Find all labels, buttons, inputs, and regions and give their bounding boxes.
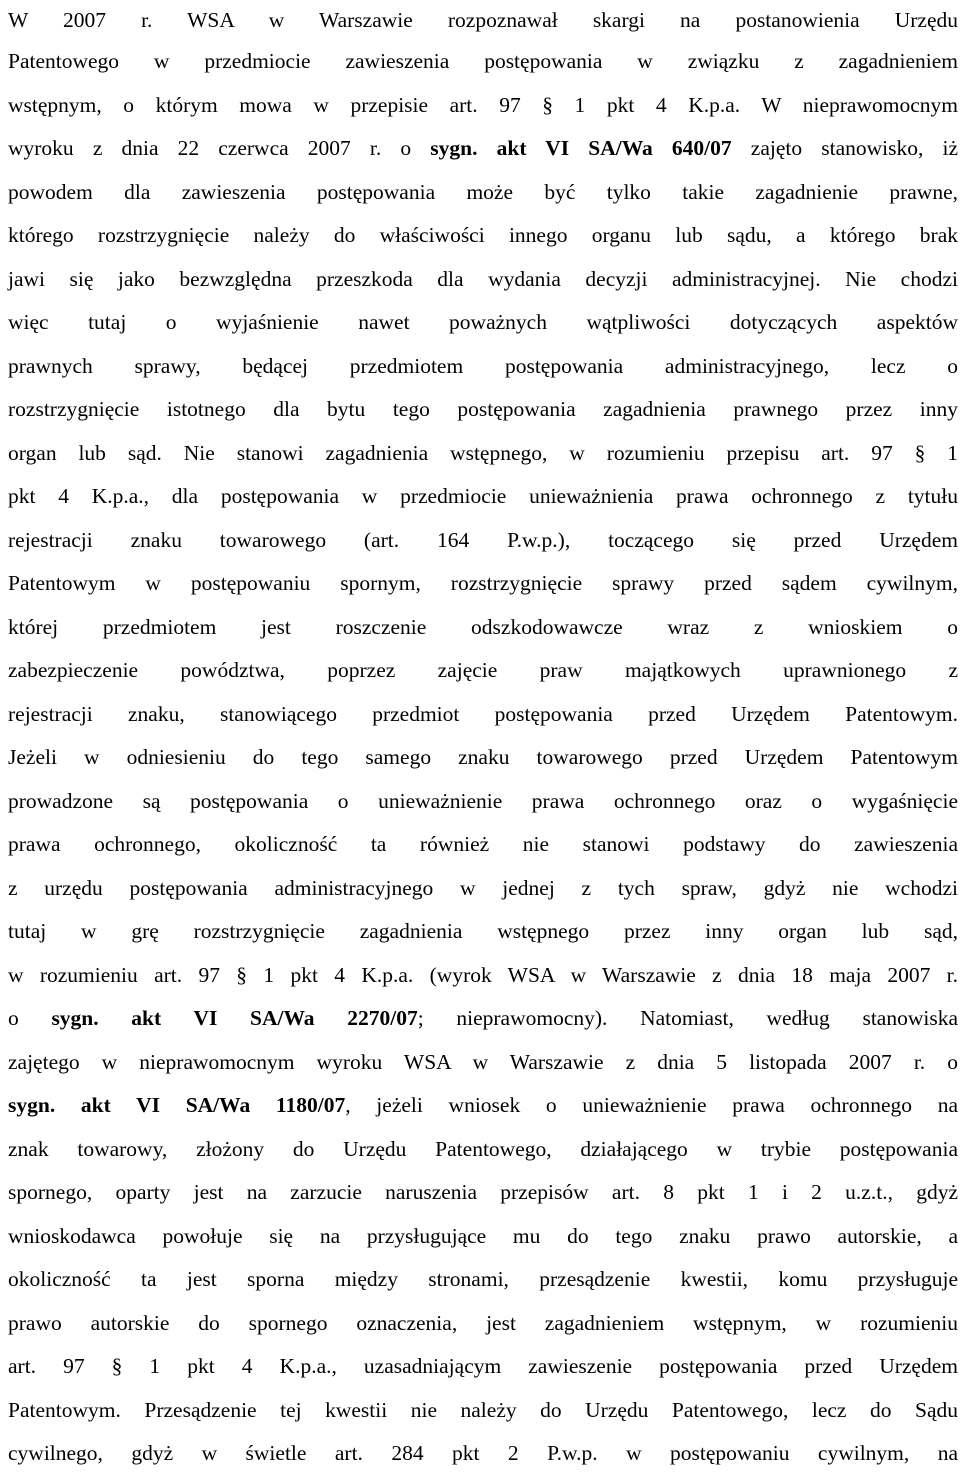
text-line: z urzędu postępowania administracyjnego w jednej z tych spraw, gdyż nie wchodzi [8,875,958,900]
text-line: prawo autorskie do spornego oznaczenia, jest zagadnieniem wstępnym, w rozumieniu [8,1310,958,1335]
document-page [8,0,958,1476]
text-line: znak towarowy, złożony do Urzędu Patentowego, działającego w trybie postępowania [8,1136,958,1161]
text-line: więc tutaj o wyjaśnienie nawet poważnych wątpliwości dotyczących aspektów [8,310,958,334]
text-line: wyroku z dnia 22 czerwca 2007 r. o sygn. akt VI SA/Wa 640/07 zajęto stanowisko, iż [8,136,958,160]
text-line: sygn. akt VI SA/Wa 1180/07, jeżeli wniosek o unieważnienie prawa ochronnego na [8,1093,958,1117]
text-line: Jeżeli w odniesieniu do tego samego znaku towarowego przed Urzędem Patentowym [8,745,958,769]
text-line: w rozumieniu art. 97 § 1 pkt 4 K.p.a. (wyrok WSA w Warszawie z dnia 18 maja 2007 r. [8,962,958,987]
text-line: art. 97 § 1 pkt 4 K.p.a., uzasadniającym zawieszenie postępowania przed Urzędem [8,1354,958,1378]
text-line: wnioskodawca powołuje się na przysługujące mu do tego znaku prawo autorskie, a [8,1223,958,1248]
text-line: prawnych sprawy, będącej przedmiotem postępowania administracyjnego, lecz o [8,353,958,378]
text-line: cywilnego, gdyż w świetle art. 284 pkt 2 P.w.p. w postępowaniu cywilnym, na [8,1441,958,1465]
text-line: zajętego w nieprawomocnym wyroku WSA w Warszawie z dnia 5 listopada 2007 r. o [8,1049,958,1074]
document-body [8,0,958,1476]
case-reference: sygn. akt VI SA/Wa 1180/07 [8,1093,346,1117]
text-line: Patentowym w postępowaniu spornym, rozstrzygnięcie sprawy przed sądem cywilnym, [8,571,958,595]
text-line: prawa ochronnego, okoliczność ta również nie stanowi podstawy do zawieszenia [8,832,958,856]
text-line: jawi się jako bezwzględna przeszkoda dla wydania decyzji administracyjnej. Nie chodzi [8,266,958,291]
text-line: okoliczność ta jest sporna między stronami, przesądzenie kwestii, komu przysługuje [8,1267,958,1291]
text-line: której przedmiotem jest roszczenie odszkodowawcze wraz z wnioskiem o [8,614,958,639]
text-line: powodem dla zawieszenia postępowania może być tylko takie zagadnienie prawne, [8,179,958,204]
text-line: zabezpieczenie powództwa, poprzez zajęcie praw majątkowych uprawnionego z [8,658,958,682]
case-reference: sygn. akt VI SA/Wa 640/07 [430,136,732,160]
text-line: rejestracji znaku towarowego (art. 164 P.w.p.), toczącego się przed Urzędem [8,527,958,552]
text-line: spornego, oparty jest na zarzucie naruszenia przepisów art. 8 pkt 1 i 2 u.z.t., gdyż [8,1180,958,1204]
text-line: tutaj w grę rozstrzygnięcie zagadnienia wstępnego przez inny organ lub sąd, [8,919,958,943]
text-line: prowadzone są postępowania o unieważnienie prawa ochronnego oraz o wygaśnięcie [8,788,958,813]
text-line: Patentowego w przedmiocie zawieszenia postępowania w związku z zagadnieniem [8,49,958,73]
text-line: pkt 4 K.p.a., dla postępowania w przedmiocie unieważnienia prawa ochronnego z tytułu [8,484,958,508]
text-line: Patentowym. Przesądzenie tej kwestii nie należy do Urzędu Patentowego, lecz do Sądu [8,1397,958,1422]
text-line: którego rozstrzygnięcie należy do właściwości innego organu lub sądu, a którego brak [8,223,958,247]
text-line: rejestracji znaku, stanowiącego przedmiot postępowania przed Urzędem Patentowym. [8,701,958,726]
text-line: o sygn. akt VI SA/Wa 2270/07; nieprawomocny). Natomiast, według stanowiska [8,1006,958,1030]
text-line: wstępnym, o którym mowa w przepisie art. 97 § 1 pkt 4 K.p.a. W nieprawomocnym [8,92,958,117]
case-reference: sygn. akt VI SA/Wa 2270/07 [51,1006,418,1030]
text-line: W 2007 r. WSA w Warszawie rozpoznawał skargi na postanowienia Urzędu [8,8,958,32]
text-line: organ lub sąd. Nie stanowi zagadnienia wstępnego, w rozumieniu przepisu art. 97 § 1 [8,440,958,465]
text-line: rozstrzygnięcie istotnego dla bytu tego postępowania zagadnienia prawnego przez inny [8,397,958,421]
